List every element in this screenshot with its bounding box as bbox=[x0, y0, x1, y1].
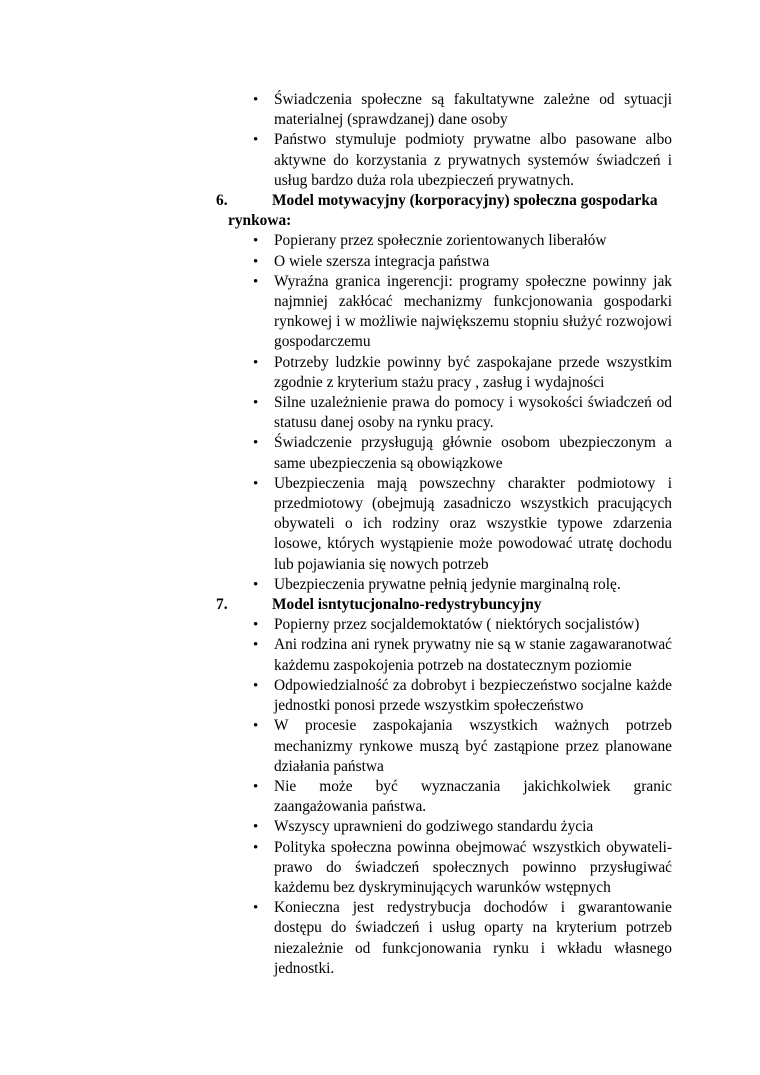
list-item: • Państwo stymuluje podmioty prywatne albo pasowane albo aktywne do korzystania z prywatnych systemów świadczeń i usług bardzo duża rola ubezpieczeń prywatnych. bbox=[253, 131, 672, 189]
list-item: • Ani rodzina ani rynek prywatny nie są w stanie zagawaranotwać każdemu zaspokojenia potrzeb na dostatecznym poziomie bbox=[253, 636, 672, 674]
top-bullet-list bbox=[216, 90, 672, 191]
bullet-icon: • bbox=[253, 354, 259, 371]
bullet-icon: • bbox=[253, 92, 259, 108]
list-item: • Polityka społeczna powinna obejmować wszystkich obywateli- prawo do świadczeń społecznych powinno przysługiwać każdemu bez dyskryminujących warunków wstępnych bbox=[253, 838, 672, 896]
list-item: • Nie może być wyznaczania jakichkolwiek granic zaangażowania państwa. bbox=[253, 777, 672, 816]
section-7-heading bbox=[216, 595, 672, 615]
list-item: • Świadczenia społeczne są fakultatywne zależne od sytuacji materialnej (sprawdzanej) dane osoby bbox=[253, 91, 672, 129]
bullet-icon: • bbox=[253, 637, 259, 654]
list-item: • Popierany przez społecznie zorientowanych liberałów bbox=[216, 231, 672, 251]
section-number: 7. bbox=[216, 596, 228, 614]
bullet-icon: • bbox=[253, 233, 259, 250]
list-item: • W procesie zaspokajania wszystkich ważnych potrzeb mechanizmy rynkowe muszą być zastąpione przez planowane działania państwa bbox=[253, 717, 672, 775]
bullet-icon: • bbox=[253, 819, 259, 836]
bullet-icon: • bbox=[253, 273, 259, 290]
bullet-icon: • bbox=[253, 576, 259, 593]
list-item: • Wyraźna granica ingerencji: programy społeczne powinny jak najmniej zakłócać mechanizmy funkcjonowania gospodarki rynkowej i w możliwie największemu stopniu służyć rozwojowi gospodarczemu bbox=[253, 272, 672, 351]
list-item: • Odpowiedzialność za dobrobyt i bezpieczeństwo socjalne każde jednostki ponosi przede wszystkim społeczeństwo bbox=[253, 676, 672, 715]
list-item: • O wiele szersza integracja państwa bbox=[216, 252, 672, 272]
document-content bbox=[216, 90, 672, 979]
section-number: 6. bbox=[216, 192, 228, 210]
list-item: • Ubezpieczenia mają powszechny charakter podmiotowy i przedmiotowy (obejmują zasadniczo wszystkich pracujących obywateli o ich rodziny oraz wszystkie typowe zdarzenia losowe, których wystąpienie może powodować utratę dochodu lub pojawiania się nowych potrzeb bbox=[253, 474, 672, 573]
list-item: • Potrzeby ludzkie powinny być zaspokajane przede wszystkim zgodnie z kryterium stażu pracy , zasług i wydajności bbox=[253, 353, 672, 391]
list-item: • Silne uzależnienie prawa do pomocy i wysokości świadczeń od statusu danej osoby na rynku pracy. bbox=[253, 394, 672, 432]
list-item: • Wszyscy uprawnieni do godziwego standardu życia bbox=[216, 817, 672, 837]
bullet-icon: • bbox=[253, 475, 259, 492]
bullet-icon: • bbox=[253, 617, 259, 634]
bullet-icon: • bbox=[253, 718, 259, 735]
list-item: • Popierny przez socjaldemoktatów ( niektórych socjalistów) bbox=[216, 615, 672, 635]
bullet-icon: • bbox=[253, 253, 259, 270]
section-6-bullet-list bbox=[216, 231, 672, 595]
bullet-icon: • bbox=[253, 677, 259, 694]
bullet-icon: • bbox=[253, 435, 259, 452]
list-item: • Ubezpieczenia prywatne pełnią jedynie marginalną rolę. bbox=[216, 575, 672, 595]
list-item: • Świadczenie przysługują głównie osobom ubezpieczonym a same ubezpieczenia są obowiązkowe bbox=[253, 434, 672, 472]
section-title: Model motywacyjny (korporacyjny) społeczna gospodarka bbox=[272, 192, 658, 210]
section-title: Model isntytucjonalno-redystrybuncyjny bbox=[272, 596, 542, 614]
section-title-continued: rynkowa: bbox=[228, 212, 292, 230]
bullet-icon: • bbox=[253, 395, 259, 412]
bullet-icon: • bbox=[253, 900, 259, 917]
bullet-icon: • bbox=[253, 778, 259, 795]
bullet-icon: • bbox=[253, 839, 259, 856]
section-6-heading bbox=[216, 191, 672, 231]
bullet-icon: • bbox=[253, 132, 259, 149]
list-item: • Konieczna jest redystrybucja dochodów i gwarantowanie dostępu do świadczeń i usług oparty na kryterium potrzeb niezależnie od funkcjonowania rynku i wkładu własnego jednostki. bbox=[253, 899, 672, 977]
section-7-bullet-list bbox=[216, 615, 672, 979]
